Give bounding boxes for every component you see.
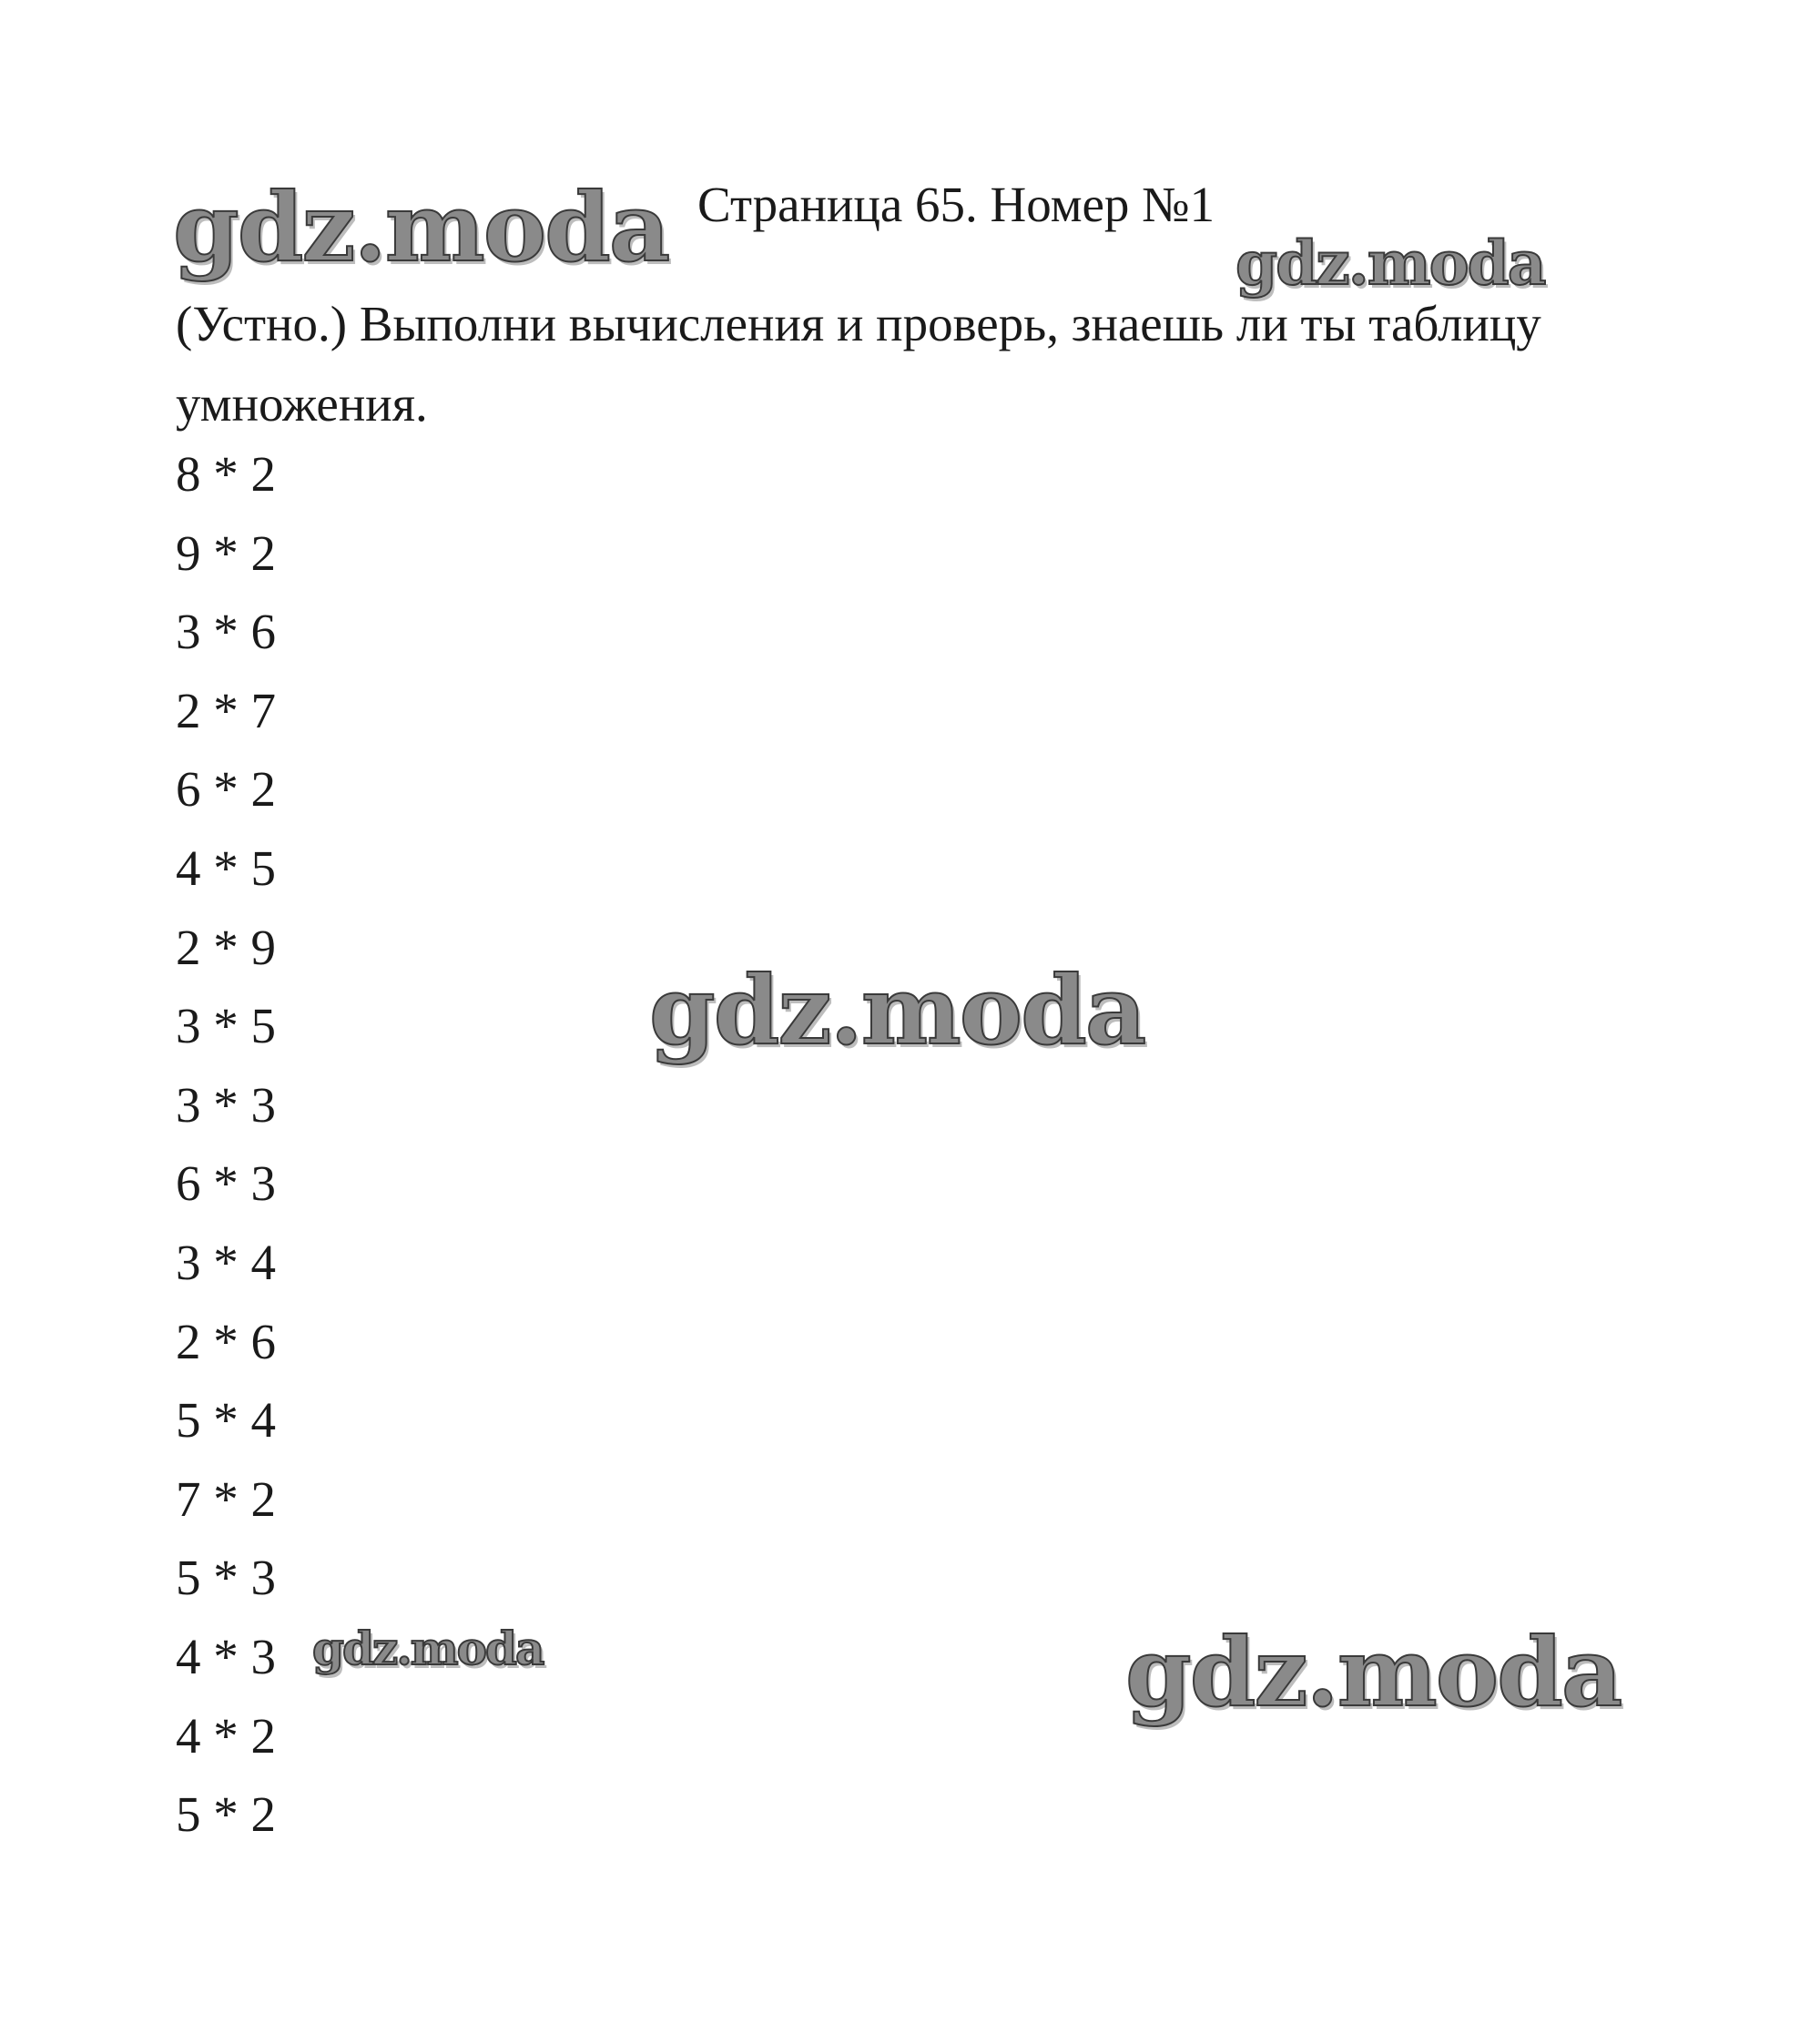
example-item: 6 * 3 [176,1155,276,1212]
example-item: 4 * 2 [176,1707,276,1764]
example-item: 2 * 9 [176,919,276,975]
watermark: gdz.moda [649,954,1145,1066]
example-item: 3 * 6 [176,604,276,660]
example-item: 5 * 3 [176,1550,276,1606]
watermark: gdz.moda [312,1622,544,1675]
example-item: 5 * 4 [176,1392,276,1449]
example-item: 4 * 3 [176,1628,276,1684]
task-text: (Устно.) Выполни вычисления и проверь, знаешь ли ты таблицу умножения. [176,296,1541,432]
example-item: 3 * 3 [176,1076,276,1133]
example-item: 3 * 4 [176,1234,276,1290]
example-item: 9 * 2 [176,524,276,581]
page-title: Страница 65. Номер №1 [697,177,1215,232]
watermark: gdz.moda [1125,1616,1622,1728]
example-item: 2 * 7 [176,682,276,738]
watermark: gdz.moda [173,171,669,283]
example-item: 2 * 6 [176,1313,276,1369]
example-item: 4 * 5 [176,839,276,896]
example-item: 7 * 2 [176,1470,276,1527]
example-item: 5 * 2 [176,1786,276,1843]
example-item: 3 * 5 [176,998,276,1054]
example-item: 6 * 2 [176,761,276,818]
example-item: 8 * 2 [176,446,276,502]
examples-list [176,435,276,1855]
watermark: gdz.moda [1235,228,1545,299]
